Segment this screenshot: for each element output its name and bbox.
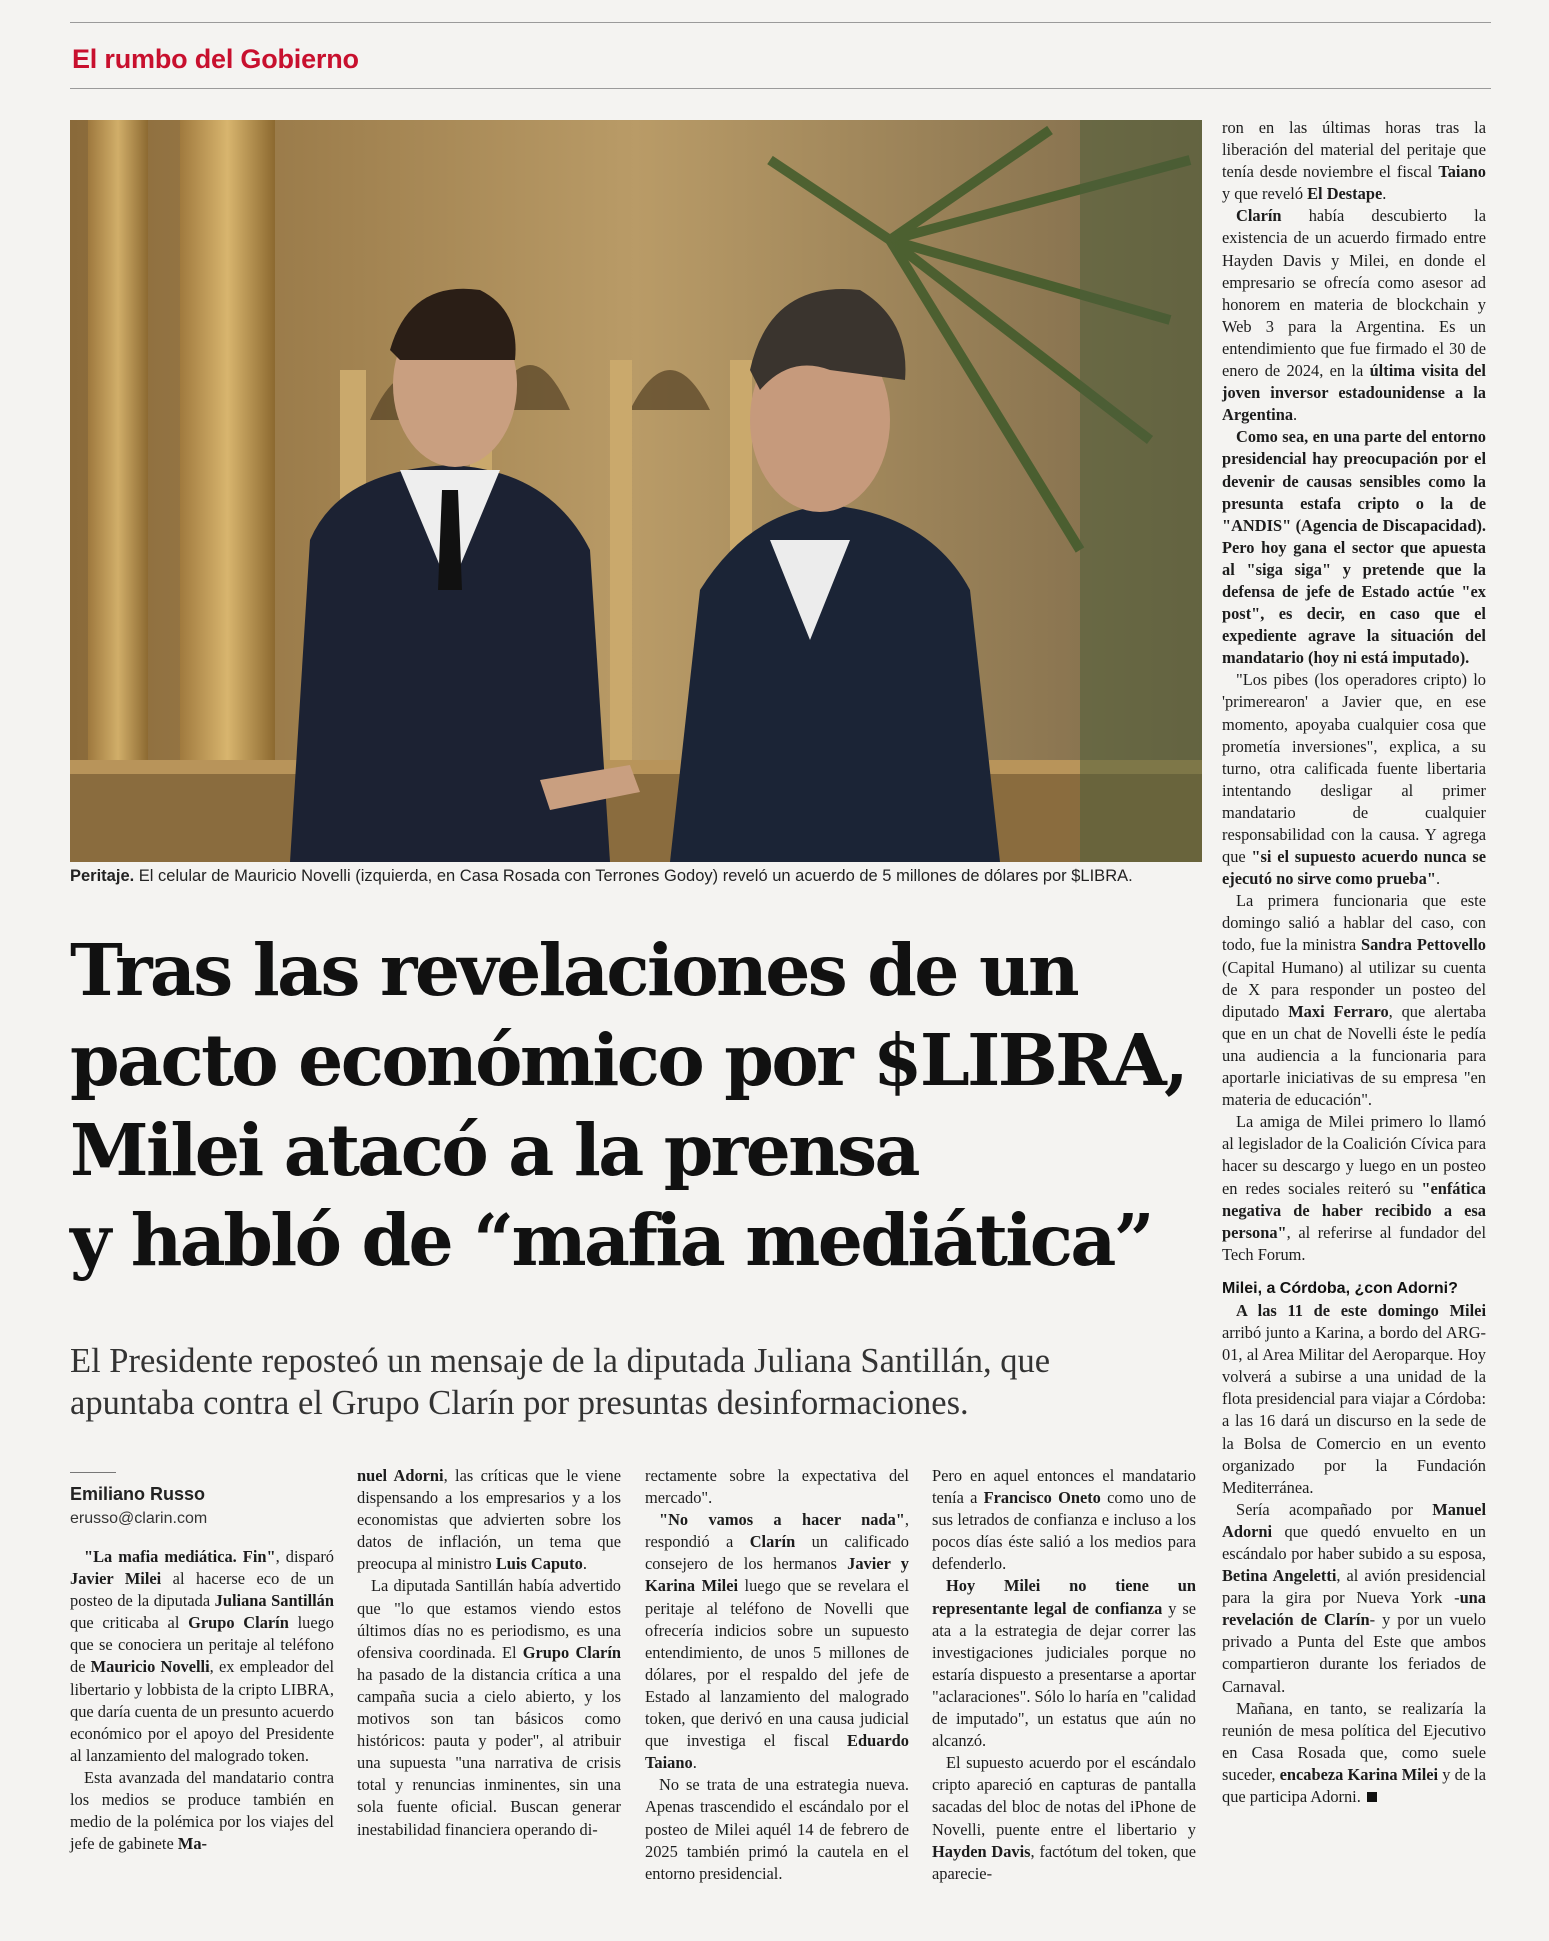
text-run: luego que se conociera un peritaje al teléfono de — [70, 1613, 334, 1677]
text-run: , disparó — [275, 1547, 334, 1566]
text-run: un calificado consejero de los hermanos — [645, 1532, 909, 1574]
bold-text: Betina Angeletti — [1222, 1566, 1337, 1586]
text-run: La diputada Santillán había advertido que "lo que estamos viendo estos últimos días no es periodismo, es una ofensiva coordinada. El — [357, 1576, 621, 1662]
bold-text: Clarín — [1236, 206, 1282, 226]
deck — [70, 1340, 1210, 1424]
bold-text: encabeza Karina Milei — [1279, 1764, 1439, 1784]
paragraph — [1222, 1300, 1486, 1499]
bold-text: Grupo Clarín — [522, 1642, 621, 1662]
paragraph — [932, 1575, 1196, 1752]
deck-line: El Presidente reposteó un mensaje de la diputada Juliana Santillán, que — [70, 1342, 1051, 1380]
paragraph — [70, 1546, 334, 1767]
text-run: El supuesto acuerdo por el escándalo cripto apareció en capturas de pantalla sacadas del bloc de notas del iPhone de Novelli, puente entre el libertario y — [932, 1753, 1196, 1839]
text-run: No se trata de una estrategia nueva. Apenas trascendido el escándalo por el posteo de Milei aquél 14 de febrero de 2025 también primó la cautela en el entorno presidencial. — [645, 1775, 909, 1883]
bold-text: Francisco Oneto — [983, 1488, 1101, 1508]
column-1 — [70, 1546, 334, 1855]
text-run: . — [1293, 405, 1298, 425]
column-4 — [932, 1465, 1196, 1885]
text-run: - y por un vuelo privado a Punta del Este que ambos compartieron durante los feriados de Carnaval. — [1222, 1610, 1487, 1696]
bold-text: Hayden Davis — [932, 1841, 1031, 1861]
bold-text: Mauricio Novelli — [90, 1657, 210, 1677]
photo-caption — [70, 867, 1210, 886]
bold-text: última visita del joven inversor estadounidense a la Argentina — [1222, 361, 1486, 425]
text-run: La amiga de Milei primero lo llamó al legislador de la Coalición Cívica para hacer su descargo y luego en un posteo en redes sociales reiteró su — [1222, 1112, 1486, 1198]
text-run: y de la que participa Adorni. — [1222, 1764, 1486, 1807]
caption-lead: Peritaje. — [70, 867, 135, 885]
bold-text: Manuel Adorni — [1222, 1499, 1486, 1541]
paragraph — [1222, 890, 1486, 1111]
top-rule — [70, 22, 1491, 23]
deck-line: apuntaba contra el Grupo Clarín por presuntas desinformaciones. — [70, 1384, 969, 1422]
paragraph — [1222, 1111, 1486, 1266]
headline-line: y habló de “mafia mediática” — [70, 1198, 1152, 1282]
text-run: luego que se revelara el peritaje al teléfono de Novelli que ofrecería indicios sobre un supuesto entendimiento, de unos 5 millones de dólares, por el respaldo del jefe de Estado al lanzamiento del malogrado token, que derivó en una causa judicial que investiga el fiscal — [645, 1576, 909, 1751]
bold-text: Maxi Ferraro — [1288, 1001, 1389, 1021]
column-2 — [357, 1465, 621, 1841]
text-run: La primera funcionaria que este domingo salió a hablar del caso, con todo, fue la ministra — [1222, 891, 1486, 955]
paragraph — [1222, 426, 1486, 669]
bold-text: nuel Adorni — [357, 1466, 444, 1485]
paragraph — [1222, 205, 1486, 426]
column-3 — [645, 1465, 909, 1885]
bold-text: Javier y Karina Milei — [645, 1554, 910, 1596]
bold-text: una revelación de Clarín — [1222, 1588, 1486, 1630]
bold-text: Como sea, en una parte del entorno presidencial hay preocupación por el devenir de causas sensibles como la presunta estafa cripto o la de "ANDIS" (Agencia de Discapacidad). Pero hoy gana el sector que apuesta al "siga siga" y pretende que la defensa de jefe de Estado actúe "ex post", es decir, en caso que el expediente agrave la situación del mandatario (hoy ni está imputado). — [1222, 427, 1486, 668]
bold-text: "enfática negativa de haber recibido a esa persona" — [1222, 1178, 1486, 1242]
subheading: Milei, a Córdoba, ¿con Adorni? — [1222, 1279, 1458, 1297]
paragraph — [1222, 117, 1486, 205]
headline-line: pacto económico por $LIBRA, — [70, 1018, 1187, 1102]
bold-text: Eduardo Taiano — [645, 1731, 909, 1773]
text-run: "Los pibes (los operadores cripto) lo 'primerearon' a Javier que, en ese momento, apoyaba cualquier cosa que prometía inversiones", explica, a su turno, otra calificada fuente libertaria intentando desligar al primer mandatario de cualquier responsabilidad con la causa. Y agrega que — [1222, 670, 1486, 867]
text-run: . — [582, 1554, 587, 1574]
text-run: Esta avanzada del mandatario contra los medios se produce también en medio de la polémica por los viajes del jefe de gabinete — [70, 1767, 334, 1854]
text-run: que quedó envuelto en un escándalo por haber subido a su esposa, — [1222, 1521, 1486, 1563]
author-email[interactable]: erusso@clarin.com — [70, 1510, 208, 1527]
text-run: (Capital Humano) al utilizar su cuenta de X para responder un posteo del diputado — [1222, 957, 1486, 1021]
caption-text: El celular de Mauricio Novelli (izquierda, en Casa Rosada con Terrones Godoy) reveló un acuerdo de 5 millones de dólares por $LIBRA. — [134, 867, 1133, 885]
text-run: Sería acompañado por — [1236, 1499, 1433, 1519]
text-run: , al avión presidencial para la gira por Nueva York - — [1222, 1566, 1486, 1608]
column-5 — [1222, 117, 1486, 1808]
bold-text: "si el supuesto acuerdo nunca se ejecutó no sirve como prueba" — [1222, 847, 1486, 889]
bold-text: Hoy Milei no tiene un representante legal de confianza — [932, 1576, 1196, 1618]
paragraph — [357, 1575, 621, 1840]
headline-line: Milei atacó a la prensa — [70, 1108, 918, 1192]
byline-rule — [70, 1472, 116, 1473]
text-run: como uno de sus letrados de confianza e incluso a los pocos días éste salió a los medios para defenderlo. — [932, 1488, 1197, 1574]
text-run: , al referirse al fundador del Tech Forum. — [1222, 1222, 1486, 1264]
text-run: . — [692, 1753, 697, 1773]
author-name: Emiliano Russo — [70, 1484, 206, 1504]
text-run: había descubierto la existencia de un acuerdo firmado entre Hayden Davis y Milei, en donde el empresario se ofrecía como asesor ad honorem en materia de blockchain y Web 3 para la Argentina. Es un entendimiento que fue firmado el 30 de enero de 2024, en la — [1222, 206, 1486, 381]
text-run: al hacerse eco de un posteo de la diputada — [70, 1569, 334, 1611]
text-run: , factótum del token, que aparecie- — [932, 1841, 1197, 1883]
bold-text: Clarín — [749, 1532, 796, 1552]
text-run: que criticaba al — [70, 1613, 189, 1633]
paragraph — [645, 1465, 909, 1509]
paragraph — [70, 1767, 334, 1855]
bold-text: Grupo Clarín — [188, 1613, 289, 1633]
text-run: , que alertaba que en un chat de Novelli éste le pedía una audiencia a la funcionaria para aportarle iniciativas de su empresa "en materia de educación". — [1222, 1001, 1486, 1110]
bold-text: "No vamos a hacer nada" — [659, 1510, 905, 1530]
bold-text: Ma- — [177, 1834, 207, 1854]
bold-text: El Destape — [1307, 184, 1383, 204]
bold-text: Sandra Pettovello — [1360, 935, 1486, 955]
paragraph — [932, 1465, 1196, 1575]
text-run: ha pasado de la distancia crítica a una campaña sucia a cielo abierto, y los motivos son tan básicos como históricos: pauta y poder", al atribuir una supuesta "una narrativa de crisis total y renuncias inminentes, sin una sola fuente oficial. Buscan generar inestabilidad financiera operando di- — [357, 1664, 621, 1839]
paragraph — [1222, 1698, 1486, 1808]
section-rule — [70, 88, 1491, 89]
paragraph — [645, 1774, 909, 1884]
text-run: . — [1382, 184, 1387, 204]
text-run: arribó junto a Karina, a bordo del ARG-01, al Area Militar del Aeroparque. Hoy volverá a subirse a una unidad de la flota presidencial para viajar a Córdoba: a las 16 dará un discurso en la sede de la Bolsa de Comercio en un evento organizado por la Fundación Mediterránea. — [1222, 1323, 1486, 1497]
text-run: Pero en aquel entonces el mandatario tenía a — [932, 1466, 1196, 1508]
text-run: , ex empleador del libertario y lobbista de la cripto LIBRA, que daría cuenta de un presunto acuerdo económico por el apoyo del Presidente al lanzamiento del malogrado token. — [70, 1657, 335, 1765]
text-run: y que reveló — [1222, 184, 1308, 204]
text-run: y se ata a la estrategia de dejar correr las investigaciones judiciales porque no estaría dispuesto a presentarse a aportar "aclaraciones". Sólo lo haría en "calidad de imputado", un estatus que aún no alcanzó. — [932, 1598, 1197, 1751]
paragraph — [357, 1465, 621, 1575]
text-run: ron en las últimas horas tras la liberación del material del peritaje que tenía desde noviembre el fiscal — [1222, 118, 1486, 182]
end-of-article-mark — [1367, 1792, 1377, 1802]
paragraph — [932, 1752, 1196, 1885]
bold-text: Javier Milei — [70, 1569, 162, 1589]
paragraph — [1222, 1499, 1486, 1698]
headline — [70, 925, 1210, 1285]
text-run: , las críticas que le viene dispensando a los empresarios y a los economistas que advierten sobre los datos de inflación, un tema que preocupa al ministro — [357, 1466, 621, 1574]
text-run: Mañana, en tanto, se realizaría la reunión de mesa política del Ejecutivo en Casa Rosada que, como suele suceder, — [1222, 1698, 1486, 1784]
paragraph — [1222, 669, 1486, 890]
bold-text: Taiano — [1438, 162, 1486, 182]
text-run: , respondió a — [645, 1510, 909, 1552]
article-photo — [70, 120, 1202, 862]
bold-text: Juliana Santillán — [214, 1591, 334, 1611]
headline-line: Tras las revelaciones de un — [70, 928, 1078, 1012]
bold-text: A las 11 de este domingo Milei — [1236, 1300, 1486, 1320]
text-run: rectamente sobre la expectativa del mercado". — [645, 1466, 909, 1508]
bold-text: "La mafia mediática. Fin" — [84, 1547, 276, 1566]
section-label: El rumbo del Gobierno — [72, 44, 359, 74]
paragraph — [645, 1509, 909, 1774]
text-run: . — [1435, 869, 1441, 889]
bold-text: Luis Caputo — [495, 1554, 583, 1574]
